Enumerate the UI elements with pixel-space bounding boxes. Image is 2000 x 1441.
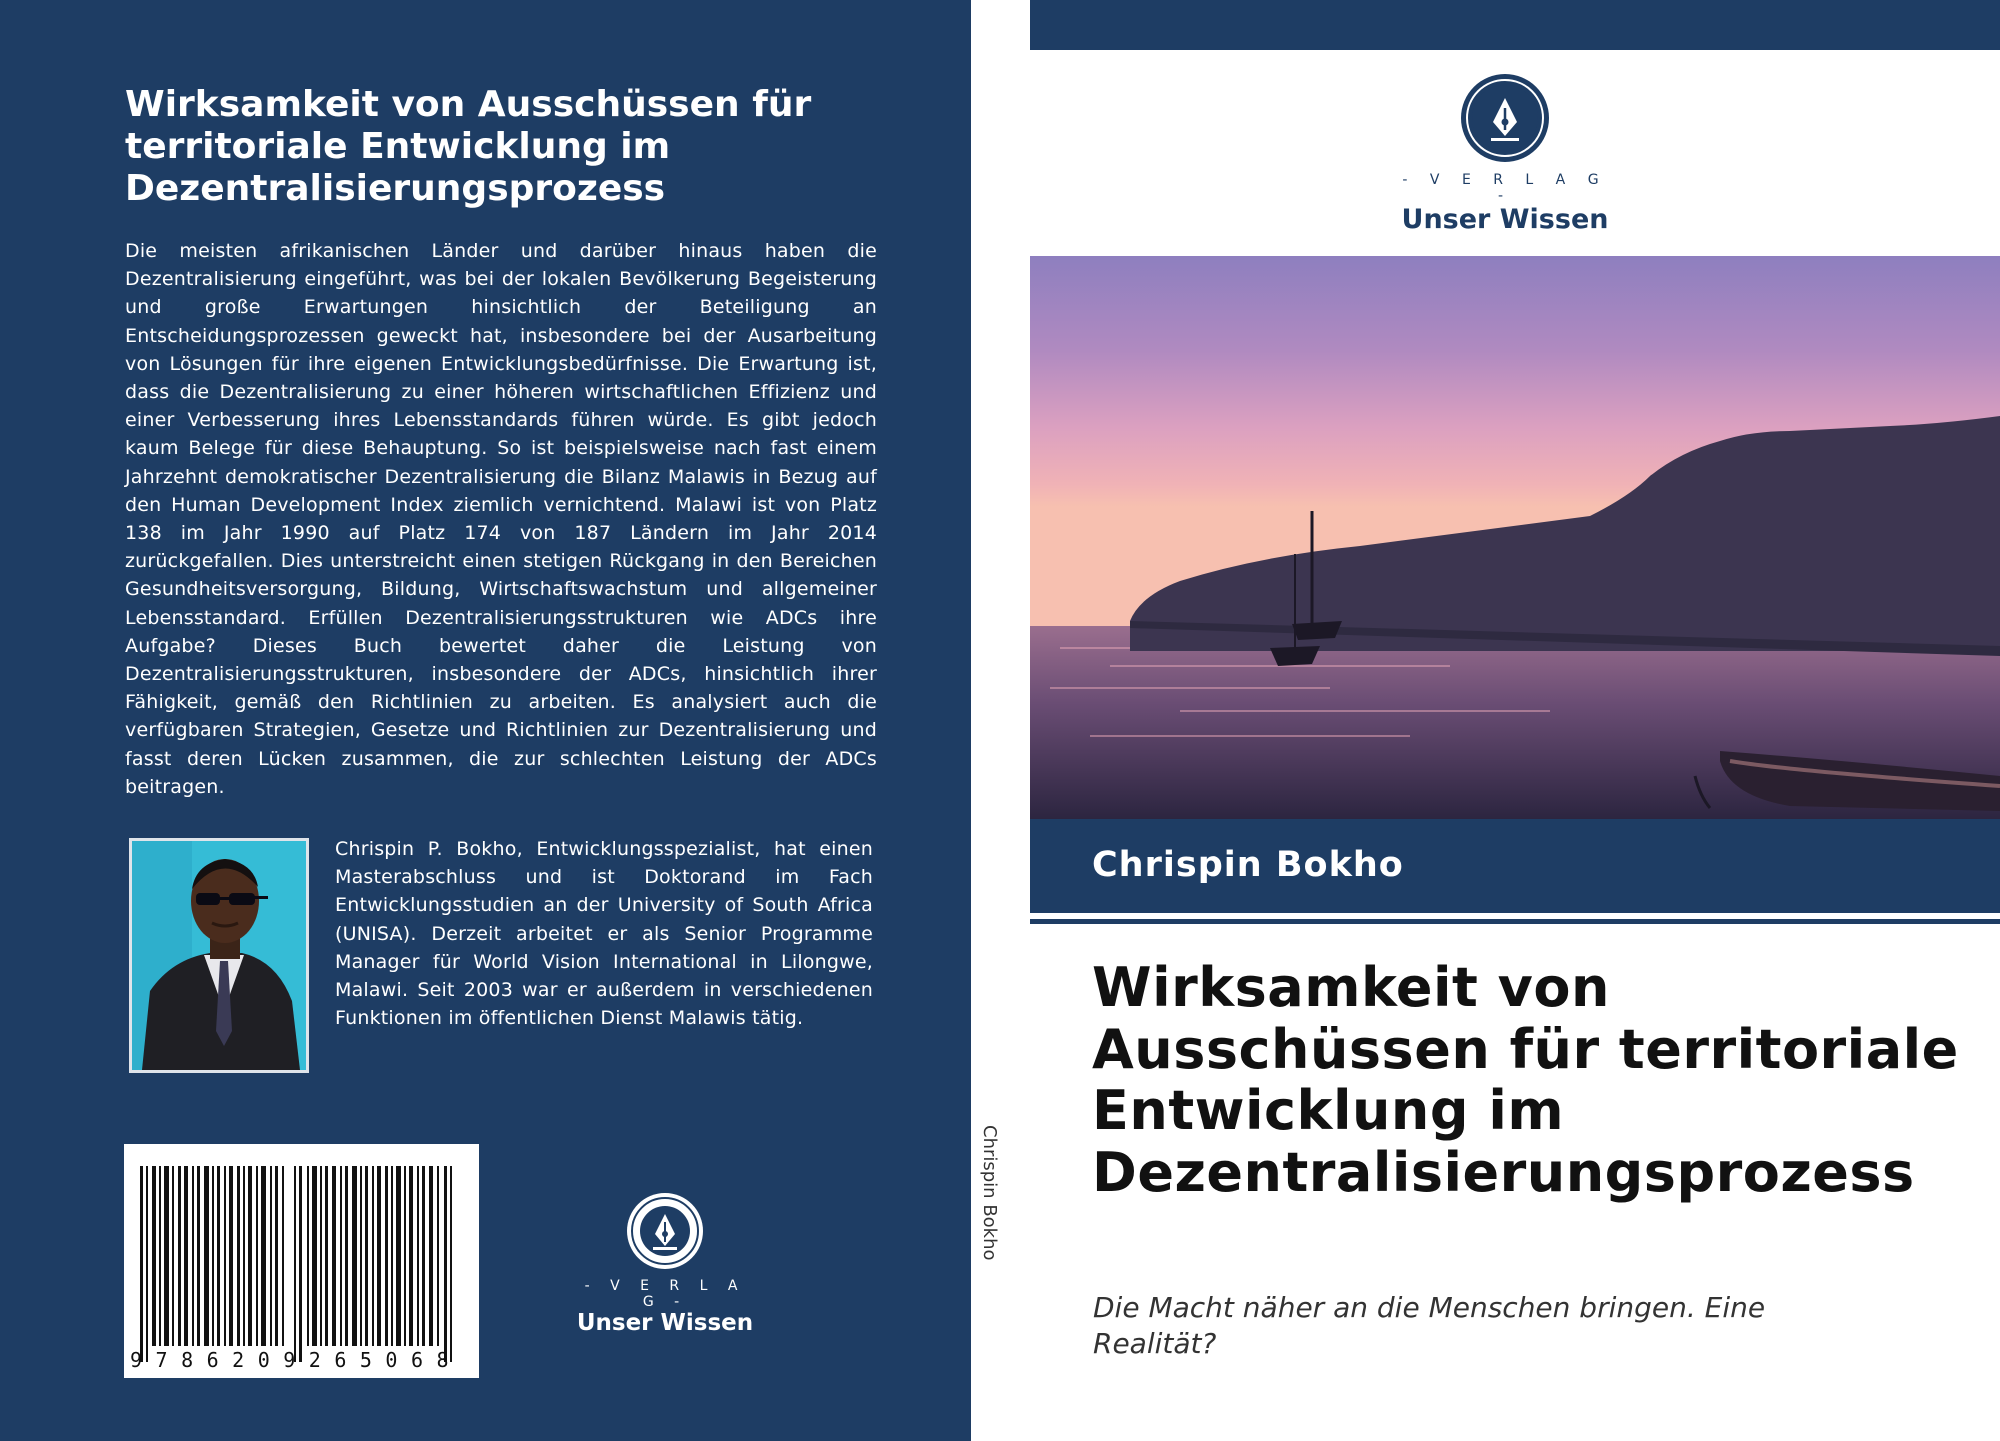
isbn-barcode: [124, 1144, 479, 1378]
front-top-bar: [1030, 0, 2000, 50]
publisher-logo-front: [1390, 72, 1620, 235]
publisher-logo-back: [570, 1190, 760, 1336]
publisher-label: - V E R L A G -: [1402, 172, 1608, 204]
front-author-name: Chrispin Bokho: [1092, 845, 1404, 885]
barcode-bars: [124, 1144, 479, 1378]
cover-photo-sunset-sea: [1030, 256, 2000, 819]
back-cover: [0, 0, 971, 1441]
front-cover-subtitle: Die Macht näher an die Menschen bringen. Eine Realität?: [1093, 1291, 1766, 1360]
back-cover-blurb: Die meisten afrikanischen Länder und darüber hinaus haben die Dezentralisierung eingeführt, was bei der lokalen Bevölkerung Begeisterung und große Erwartungen hinsichtlich der Beteiligung an Entscheidungsprozessen geweckt hat, insbesondere bei der Ausarbeitung von Lösungen für ihre eigenen Entwicklungsbedürfnisse. Die Erwartung ist, dass die Dezentralisierung zu einer höheren wirtschaftlichen Effizienz und einer Verbesserung ihres Lebensstandards führen würde. Es gibt jedoch kaum Belege für diese Behauptung. So ist beispielsweise nach fast einem Jahrzehnt demokratischer Dezentralisierung die Bilanz Malawis in Bezug auf den Human Development Index ziemlich vernichtend. Malawi ist von Platz 138 im Jahr 1990 auf Platz 174 von 187 Ländern im Jahr 2014 zurückgefallen. Dies unterstreicht einen stetigen Rückgang in den Bereichen Gesundheitsversorgung, Bildung, Wirtschaftswachstum und allgemeiner Lebensstandard. Erfüllen Dezentralisierungsstrukturen wie ADCs ihre Aufgabe? Dieses Buch bewertet daher die Leistung von Dezentralisierungsstrukturen, insbesondere der ADCs, hinsichtlich ihrer Fähigkeit, gemäß den Richtlinien zu arbeiten. Es analysiert auch die verfügbaren Strategien, Gesetze und Richtlinien zur Dezentralisierung und fasst deren Lücken zusammen, die zur schlechten Leistung der ADCs beitragen.: [125, 240, 877, 798]
isbn-number: 9786209265068: [130, 1348, 463, 1372]
fountain-pen-nib-icon: [1459, 72, 1551, 164]
front-cover-title: Wirksamkeit von Ausschüssen für territoriale Entwicklung im Dezentralisierungsprozess: [1092, 956, 1959, 1204]
author-biography: Chrispin P. Bokho, Entwicklungsspezialist, hat einen Masterabschluss und ist Doktorand im Fach Entwicklungsstudien an der University of South Africa (UNISA). Derzeit arbeitet er als Senior Programme Manager für World Vision International in Lilongwe, Malawi. Seit 2003 war er außerdem in verschiedenen Funktionen im öffentlichen Dienst Malawis tätig.: [335, 838, 873, 1030]
author-bar: [1030, 819, 2000, 913]
spine-author: Chrispin Bokho: [979, 1125, 1000, 1261]
back-cover-title: Wirksamkeit von Ausschüssen für territoriale Entwicklung im Dezentralisierungsprozess: [125, 84, 812, 209]
publisher-label: - V E R L A G -: [584, 1278, 746, 1310]
fountain-pen-nib-icon: [624, 1190, 706, 1272]
publisher-name: Unser Wissen: [576, 1310, 754, 1336]
author-photo: [129, 838, 309, 1073]
sunset-landscape-illustration: [1030, 256, 2000, 819]
publisher-name: Unser Wissen: [1401, 204, 1609, 235]
divider-rule: [1030, 919, 2000, 924]
author-photo-illustration: [132, 841, 306, 1070]
